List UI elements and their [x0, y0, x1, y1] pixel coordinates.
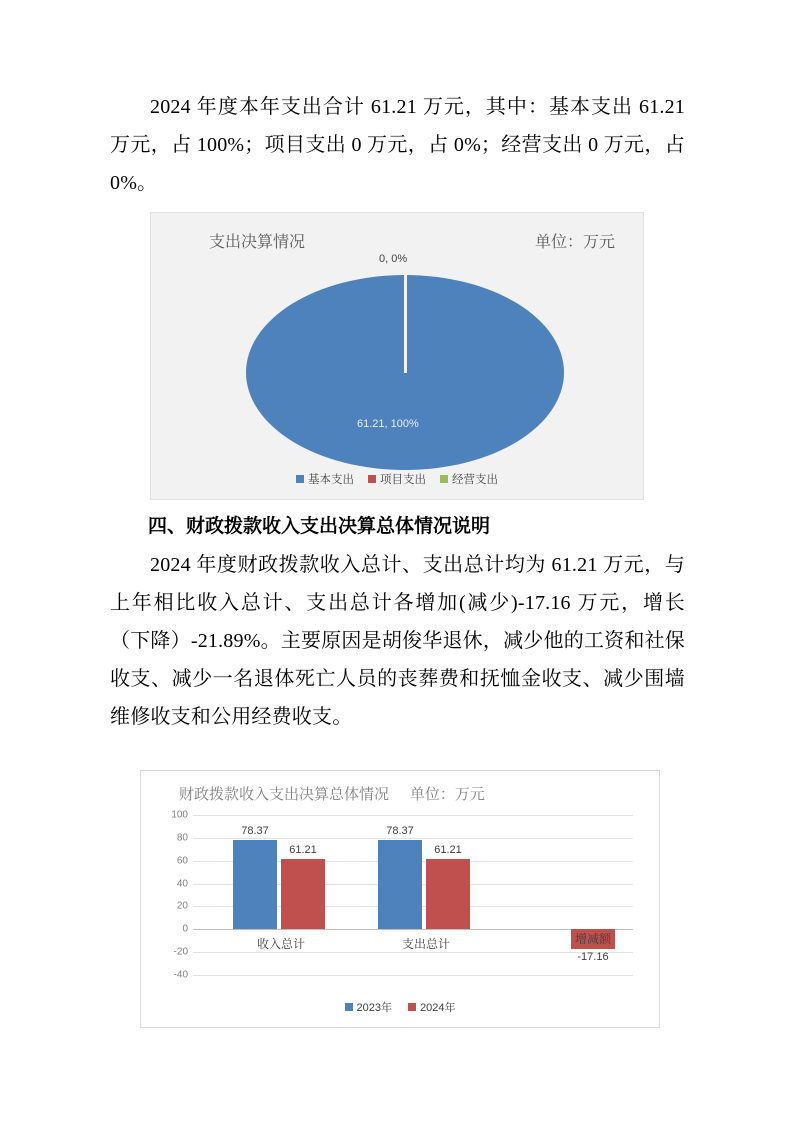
legend-label-basic: 基本支出: [308, 474, 354, 486]
bar-label-income-2023: 78.37: [241, 825, 269, 837]
gridline-100: [193, 815, 633, 816]
bar-expense-2024: [426, 859, 470, 929]
pie-slice-divider: [404, 275, 407, 373]
bar-chart-plot-area: [171, 809, 633, 981]
legend-item-project: [368, 471, 426, 487]
ytick-neg20: -20: [173, 946, 188, 958]
pie-chart-title: 支出决算情况: [209, 234, 306, 251]
bar-chart-unit-label: 单位：万元: [409, 786, 485, 803]
ytick-20: 20: [176, 900, 188, 912]
bar-label-expense-2023: 78.37: [386, 825, 414, 837]
paragraph-fiscal-appropriation: 2024 年度财政拨款收入总计、支出总计均为 61.21 万元，与上年相比收入总计、支出总计各增加(减少)-17.16 万元，增长（下降）-21.89%。主要原因是胡俊华退休，减少他的工资和社保收支、减少一名退体死亡人员的丧葬费和抚恤金收支、减少围墙维修收支和公用经费收支。: [110, 554, 685, 728]
pie-data-label-zero: 0, 0%: [379, 253, 408, 265]
ytick-80: 80: [176, 832, 188, 844]
bar-income-2024: [281, 859, 325, 929]
legend-label-project: 项目支出: [380, 474, 426, 486]
pie-chart-unit-label: 单位：万元: [534, 234, 615, 251]
legend-swatch-icon: [345, 1003, 353, 1011]
legend-label-2024: 2024年: [420, 1002, 456, 1014]
bar-chart-title: [179, 783, 485, 804]
legend-swatch-icon: [296, 475, 304, 483]
bar-chart-legend: [141, 999, 659, 1015]
legend-swatch-icon: [408, 1003, 416, 1011]
category-label-expense: 支出总计: [401, 937, 450, 951]
gridline-neg40: [193, 975, 633, 976]
ytick-0: 0: [182, 923, 188, 935]
legend-label-operating: 经营支出: [452, 474, 498, 486]
legend-item-2024: [408, 999, 455, 1015]
bar-label-change: -17.16: [577, 951, 609, 963]
ytick-40: 40: [176, 878, 188, 890]
paragraph-expenditure-summary: 2024 年度本年支出合计 61.21 万元，其中：基本支出 61.21 万元，占 100%；项目支出 0 万元，占 0%；经营支出 0 万元，占 0%。: [110, 96, 685, 194]
bar-chart-fiscal-overview: [140, 770, 660, 1028]
legend-item-2023: [345, 999, 392, 1015]
document-content: [110, 88, 685, 1028]
bar-chart-title-text: 财政拨款收入支出决算总体情况: [179, 786, 390, 803]
bar-income-2023: [233, 840, 277, 930]
category-label-change: 增减额: [574, 932, 611, 946]
bar-label-expense-2024: 61.21: [434, 844, 462, 856]
bar-expense-2023: [378, 840, 422, 930]
bar-label-income-2024: 61.21: [289, 844, 317, 856]
pie-data-label-basic: 61.21, 100%: [357, 418, 419, 430]
legend-swatch-icon: [368, 475, 376, 483]
pie-chart-expenditure: [150, 212, 644, 500]
ytick-100: 100: [171, 809, 188, 821]
legend-item-basic: [296, 471, 354, 487]
legend-swatch-icon: [440, 475, 448, 483]
ytick-neg40: -40: [173, 969, 188, 981]
legend-label-2023: 2023年: [356, 1002, 392, 1014]
pie-chart-legend: [151, 471, 643, 487]
category-label-income: 收入总计: [256, 937, 305, 951]
ytick-60: 60: [176, 855, 188, 867]
legend-item-operating: [440, 471, 498, 487]
section-heading-four: 四、财政拨款收入支出决算总体情况说明: [148, 516, 491, 537]
